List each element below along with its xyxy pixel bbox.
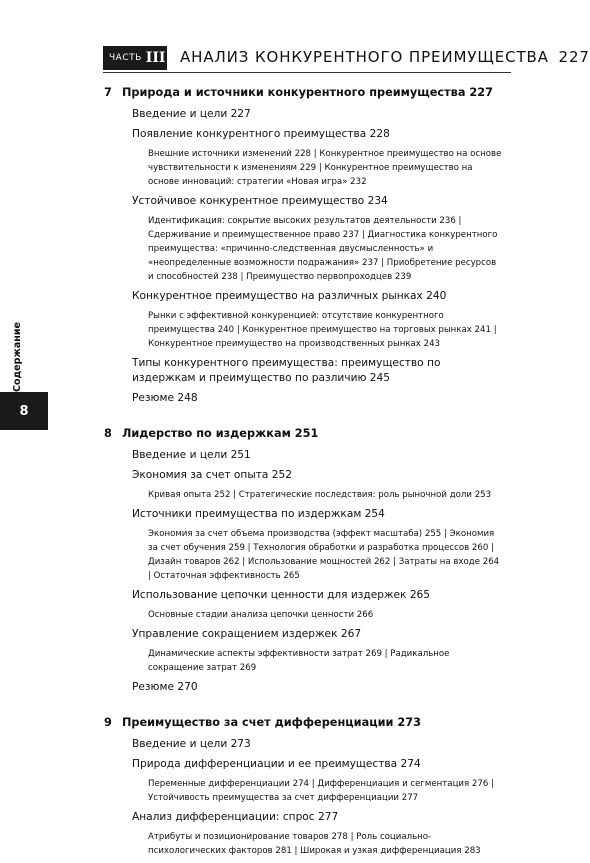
chapter-block xyxy=(104,426,512,695)
chapter-page: 273 xyxy=(397,716,421,729)
toc-subsections: Рынки с эффективной конкуренцией: отсутствие конкурентного преимущества 240 | Конкурентное преимущество на торговых рынках 241 | Конкурентное преимущество на производственных рынках 243 xyxy=(148,311,497,349)
toc-section[interactable]: Источники преимущества по издержкам 254 xyxy=(132,508,385,520)
chapter-page: 227 xyxy=(469,86,493,99)
chapter-title: Преимущество за счет дифференциации xyxy=(121,716,394,729)
toc-subsections: Внешние источники изменений 228 | Конкурентное преимущество на основе чувствительности к изменениям 229 | Конкурентное преимущество на основе инноваций: стратегии «Новая игра» 232 xyxy=(148,149,502,187)
toc-subsections: Идентификация: сокрытие высоких результатов деятельности 236 | Сдерживание и преимущественное право 237 | Диагностика конкурентного преимущества: «причинно-следственная двусмысленность» и «неопределенные возможности подражания» 237 | Приобретение ресурсов и способностей 238 | Преимущество первопроходцев 239 xyxy=(148,216,498,282)
part-number: III xyxy=(145,50,166,66)
part-title: АНАЛИЗ КОНКУРЕНТНОГО ПРЕИМУЩЕСТВА xyxy=(180,48,549,66)
side-section-label: Содержание xyxy=(12,322,23,392)
toc-section[interactable]: Типы конкурентного преимущества: преимущество по издержкам и преимущество по различию 245 xyxy=(132,357,441,384)
toc-subsections: Экономия за счет объема производства (эффект масштаба) 255 | Экономия за счет обучения 259 | Технология обработки и разработка процессов 260 | Дизайн товаров 262 | Использование мощностей 262 | Затраты на входе 264 | Остаточная эффективность 265 xyxy=(148,529,500,581)
toc-section[interactable]: Введение и цели 251 xyxy=(132,449,251,461)
toc-subsections: Переменные дифференциации 274 | Дифференциация и сегментация 276 | Устойчивость преимущества за счет дифференциации 277 xyxy=(148,779,494,803)
running-header xyxy=(103,46,590,70)
chapter-number: 9 xyxy=(104,716,112,729)
toc-section[interactable]: Резюме 270 xyxy=(132,681,198,693)
chapter-title: Лидерство по издержкам xyxy=(121,427,291,440)
toc-section[interactable]: Экономия за счет опыта 252 xyxy=(132,469,292,481)
chapter-heading[interactable] xyxy=(104,715,512,731)
chapter-number: 7 xyxy=(104,86,112,99)
toc-subsections: Кривая опыта 252 | Стратегические последствия: роль рыночной доли 253 xyxy=(148,490,492,500)
part-label: ЧАСТЬ xyxy=(109,53,142,63)
toc-section[interactable]: Введение и цели 227 xyxy=(132,108,251,120)
toc-section[interactable]: Управление сокращением издержек 267 xyxy=(132,628,362,640)
toc-subsections: Атрибуты и позиционирование товаров 278 | Роль социально-психологических факторов 281 | Широкая и узкая дифференциация 283 xyxy=(148,832,481,856)
toc-section[interactable]: Резюме 248 xyxy=(132,392,198,404)
chapter-page: 251 xyxy=(294,427,319,440)
toc-section[interactable]: Введение и цели 273 xyxy=(132,738,251,750)
toc-subsections: Динамические аспекты эффективности затрат 269 | Радикальное сокращение затрат 269 xyxy=(148,649,450,673)
toc-section[interactable]: Использование цепочки ценности для издержек 265 xyxy=(132,589,431,601)
header-rule xyxy=(103,72,511,73)
chapter-heading[interactable] xyxy=(104,426,512,442)
chapter-block xyxy=(104,85,512,406)
toc-section[interactable]: Природа дифференциации и ее преимущества 274 xyxy=(132,758,421,770)
part-badge xyxy=(103,46,167,70)
toc-section[interactable]: Конкурентное преимущество на различных рынках 240 xyxy=(132,290,447,302)
part-title-line xyxy=(180,48,590,66)
toc-subsections: Основные стадии анализа цепочки ценности 266 xyxy=(148,610,374,620)
toc-section[interactable]: Анализ дифференциации: спрос 277 xyxy=(132,811,339,823)
table-of-contents xyxy=(104,82,512,863)
side-chapter-tab: 8 xyxy=(0,392,48,430)
chapter-block xyxy=(104,715,512,858)
chapter-number: 8 xyxy=(104,427,112,440)
toc-section[interactable]: Появление конкурентного преимущества 228 xyxy=(132,128,390,140)
page-number: 227 xyxy=(558,48,590,66)
chapter-heading[interactable] xyxy=(104,85,512,101)
chapter-title: Природа и источники конкурентного преимущества xyxy=(121,86,466,99)
toc-section[interactable]: Устойчивое конкурентное преимущество 234 xyxy=(132,195,388,207)
